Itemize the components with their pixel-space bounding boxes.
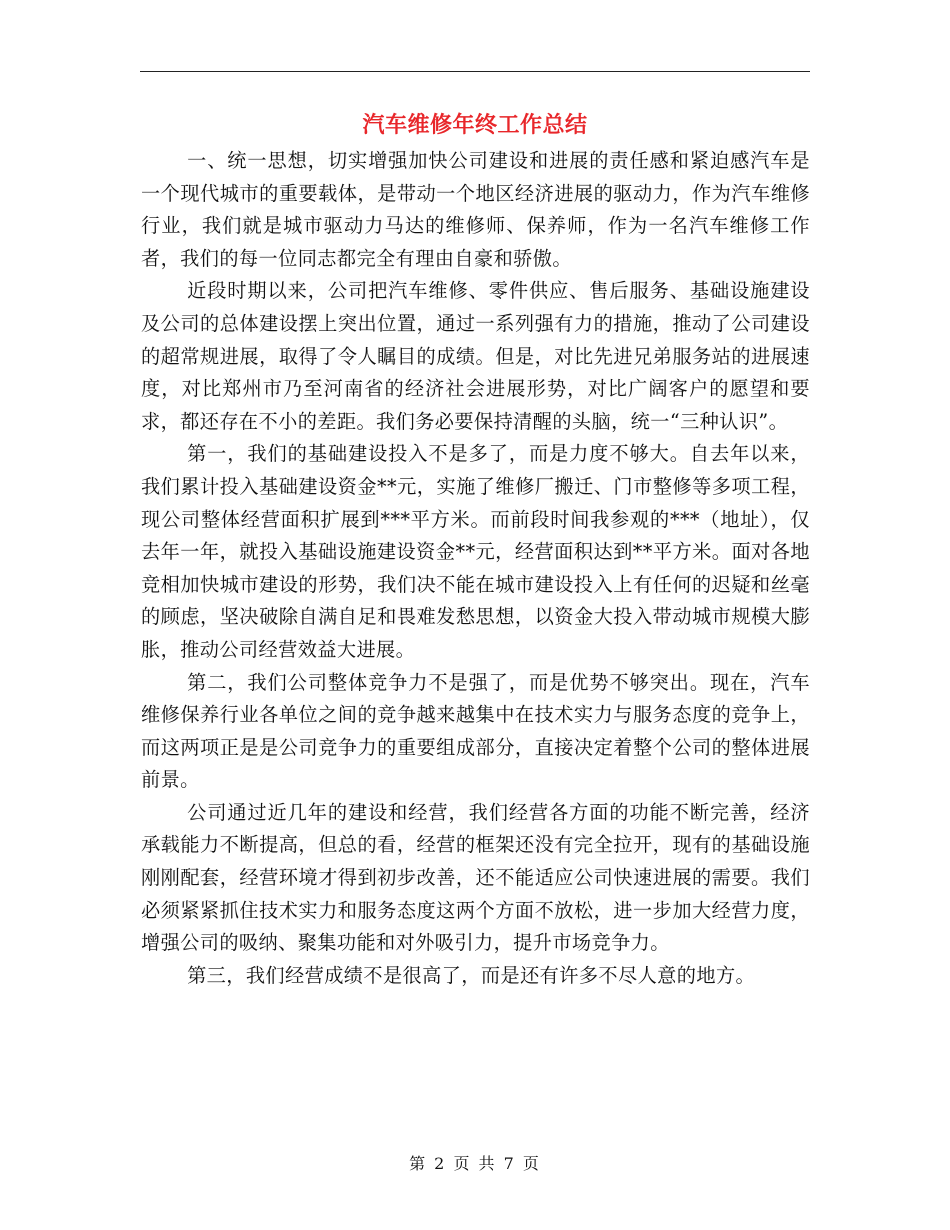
paragraph: 一、统一思想，切实增强加快公司建设和进展的责任感和紧迫感汽车是一个现代城市的重要载体，是带动一个地区经济进展的驱动力，作为汽车维修行业，我们就是城市驱动力马达的维修师、保养师，作为一名汽车维修工作者，我们的每一位同志都完全有理由自豪和骄傲。 [141,149,810,270]
header-rule [140,71,810,72]
paragraph: 公司通过近几年的建设和经营，我们经营各方面的功能不断完善，经济承载能力不断提高，但总的看，经营的框架还没有完全拉开，现有的基础设施刚刚配套，经营环境才得到初步改善，还不能适应公司快速进展的需要。我们必须紧紧抓住技术实力和服务态度这两个方面不放松，进一步加大经营力度，增强公司的吸纳、聚集功能和对外吸引力，提升市场竞争力。 [141,800,810,955]
paragraph: 第二，我们公司整体竞争力不是强了，而是优势不够突出。现在，汽车维修保养行业各单位之间的竞争越来越集中在技术实力与服务态度的竞争上，而这两项正是是公司竞争力的重要组成部分，直接决定着整个公司的整体进展前景。 [141,670,810,792]
paragraph: 第一，我们的基础建设投入不是多了，而是力度不够大。自去年以来，我们累计投入基础建设资金**元，实施了维修厂搬迁、门市整修等多项工程，现公司整体经营面积扩展到***平方米。而前段时间我参观的***（地址），仅去年一年，就投入基础设施建设资金**元，经营面积达到**平方米。面对各地竞相加快城市建设的形势，我们决不能在城市建设投入上有任何的迟疑和丝毫的顾虑，坚决破除自满自足和畏难发愁思想，以资金大投入带动城市规模大膨胀，推动公司经营效益大进展。 [141,442,810,661]
page-number-footer: 第 2 页 共 7 页 [409,1154,541,1173]
document-body [141,145,810,992]
document-title: 汽车维修年终工作总结 [362,112,588,138]
paragraph: 第三，我们经营成绩不是很高了，而是还有许多不尽人意的地方。 [187,963,756,987]
paragraph: 近段时期以来，公司把汽车维修、零件供应、售后服务、基础设施建设及公司的总体建设摆上突出位置，通过一系列强有力的措施，推动了公司建设的超常规进展，取得了令人瞩目的成绩。但是，对比先进兄弟服务站的进展速度，对比郑州市乃至河南省的经济社会进展形势，对比广阔客户的愿望和要求，都还存在不小的差距。我们务必要保持清醒的头脑，统一“三种认识”。 [141,279,810,433]
